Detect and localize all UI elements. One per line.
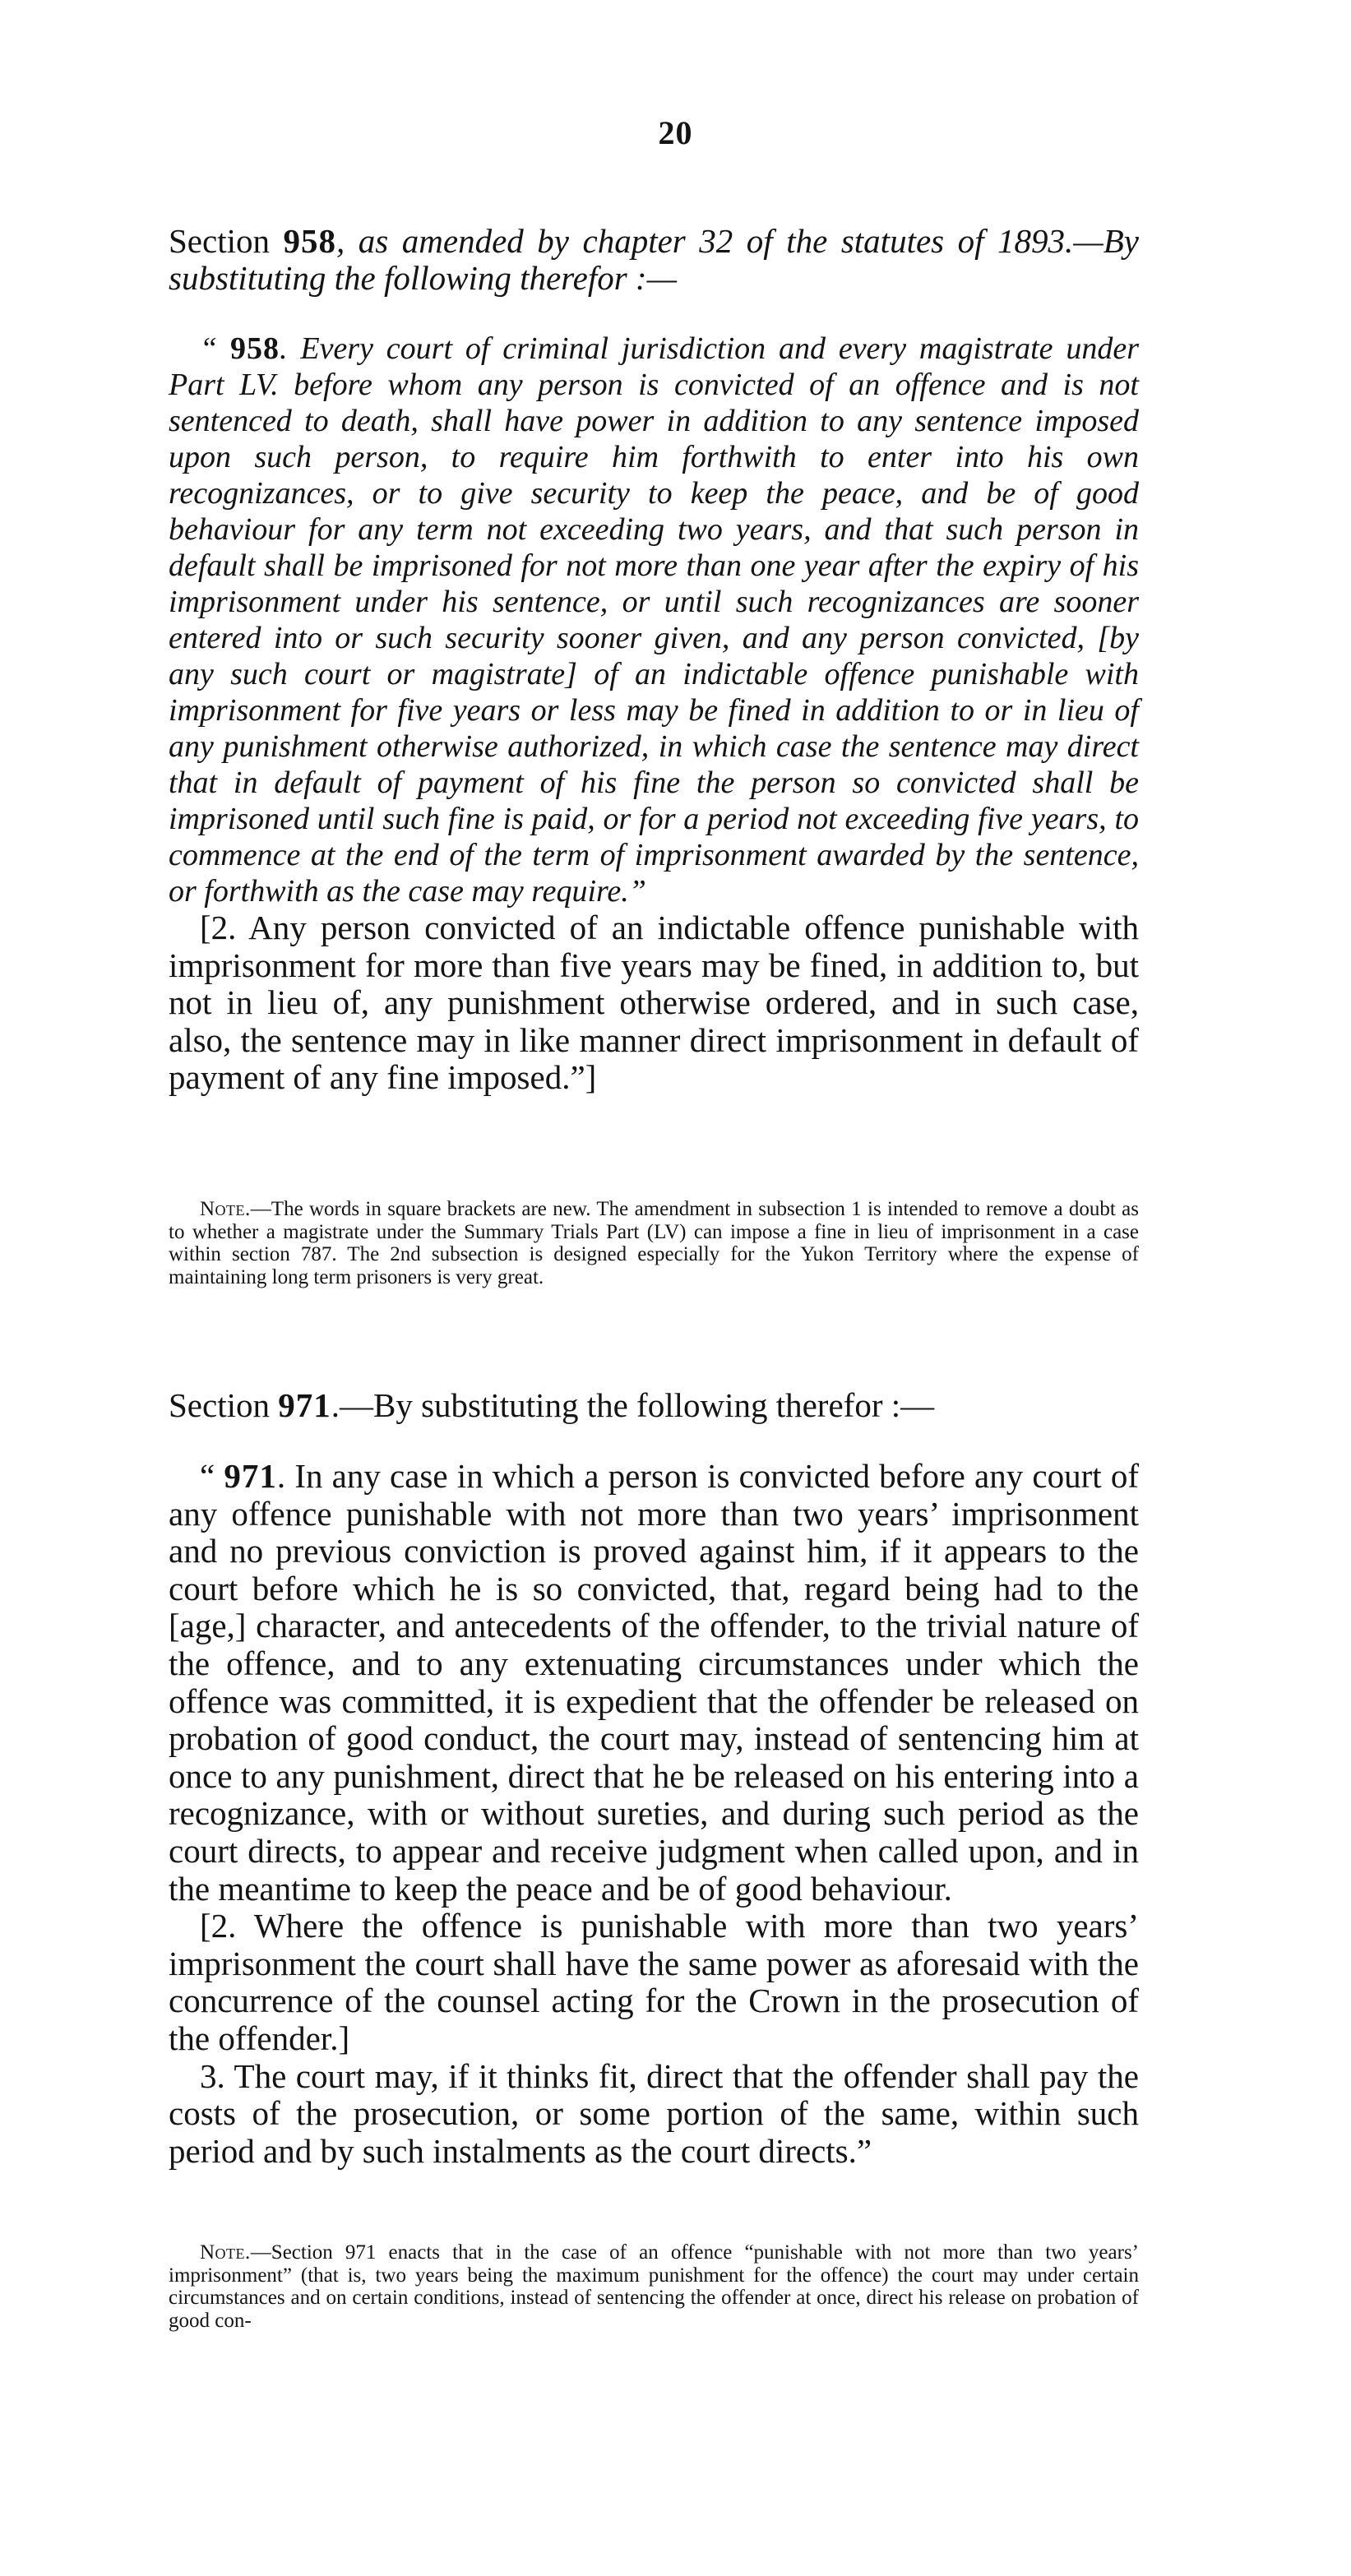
section-971-block [169,1353,1139,2170]
quoted-section-number: 958 [230,331,280,366]
section-958-heading [169,223,1139,297]
section-958-subsection-2: [2. Any person convicted of an indictable offence punishable with imprisonment for more than five years may be fined, in addition to, but not in lieu of, any punishment otherwise ordered, and in such case, also, the sentence may in like manner direct imprisonment in default of payment of any fine imposed.”] [169,909,1139,1097]
section-number: 958 [283,222,337,260]
section-heading-text: .—By substituting the following therefor :— [331,1386,935,1424]
paragraph-text: . In any case in which a person is convicted before any court of any offence punishable with not more than two years’ imprisonment and no previous conviction is proved against him, if it appears to the court before which he is so convicted, that, regard being had to the [age,] character, and antecedents of the offender, to the trivial nature of the offence, and to any extenuating circumstances under which the offence was committed, it is expedient that the offender be released on probation of good conduct, the court may, instead of sentencing him at once to any punishment, direct that he be released on his entering into a recognizance, with or without sureties, and during such period as the court directs, to appear and receive judgment when called upon, and in the meantime to keep the peace and be of good behaviour. [169,1457,1140,1908]
note-label: Note. [200,1198,251,1220]
section-971-paragraph-1 [169,1458,1139,1908]
note-block-1 [169,1198,1139,1288]
section-971-heading [169,1387,1139,1424]
section-971-paragraph-2: [2. Where the offence is punishable with more than two years’ imprisonment the court shall have the same power as aforesaid with the concurrence of the counsel acting for the Crown in the prosecution of the offender.] [169,1907,1139,2057]
note-paragraph [169,1198,1139,1288]
quoted-section-body: . Every court of criminal jurisdiction and every magistrate under Part LV. before whom any person is convicted of an offence and is not sentenced to death, shall have power in addition to any sentence imposed upon such person, to require him forthwith to enter into his own recognizances, or to give security to keep the peace, and be of good behaviour for any term not exceeding two years, and that such person in default shall be imprisoned for not more than one year after the expiry of his imprisonment under his sentence, or until such recognizances are sooner entered into or such security sooner given, and any person convicted, [by any such court or magistrate] of an indictable offence punishable with imprisonment for five years or less may be fined in addition to or in lieu of any punishment otherwise authorized, in which case the sentence may direct that in default of payment of his fine the person so convicted shall be imprisoned until such fine is paid, or for a period not exceeding five years, to commence at the end of the term of imprisonment awarded by the sentence, or forthwith as the case may require.” [169,331,1139,909]
quote-open: “ [200,1457,224,1495]
section-958-block [169,189,1139,1097]
section-958-quoted-text [169,331,1139,909]
page-number: 20 [658,114,693,151]
section-heading-text: , as amended by chapter 32 of the statutes of 1893.—By substituting the following therefor :— [169,222,1139,297]
note-paragraph [169,2241,1139,2332]
quoted-section-number: 971 [224,1457,277,1495]
note-text: —Section 971 enacts that in the case of an offence “punishable with not more than two years’ imprisonment” (that is, two years being the maximum punishment for the offence) the court may under certain circumstances and on certain conditions, instead of sentencing the offender at once, direct his release on probation of good con- [169,2241,1139,2332]
note-label: Note. [200,2241,251,2264]
note-block-2 [169,2241,1139,2332]
quote-open: “ [200,331,230,366]
section-label: Section [169,1386,279,1424]
section-number: 971 [278,1386,331,1424]
section-label: Section [169,222,284,260]
note-text: —The words in square brackets are new. The amendment in subsection 1 is intended to remove a doubt as to whether a magistrate under the Summary Trials Part (LV) can impose a fine in lieu of imprisonment in a case within section 787. The 2nd subsection is designed especially for the Yukon Territory where the expense of maintaining long term prisoners is very great. [169,1198,1139,1288]
section-971-paragraph-3: 3. The court may, if it thinks fit, direct that the offender shall pay the costs of the prosecution, or some portion of the same, within such period and by such instalments as the court directs.” [169,2056,1139,2170]
